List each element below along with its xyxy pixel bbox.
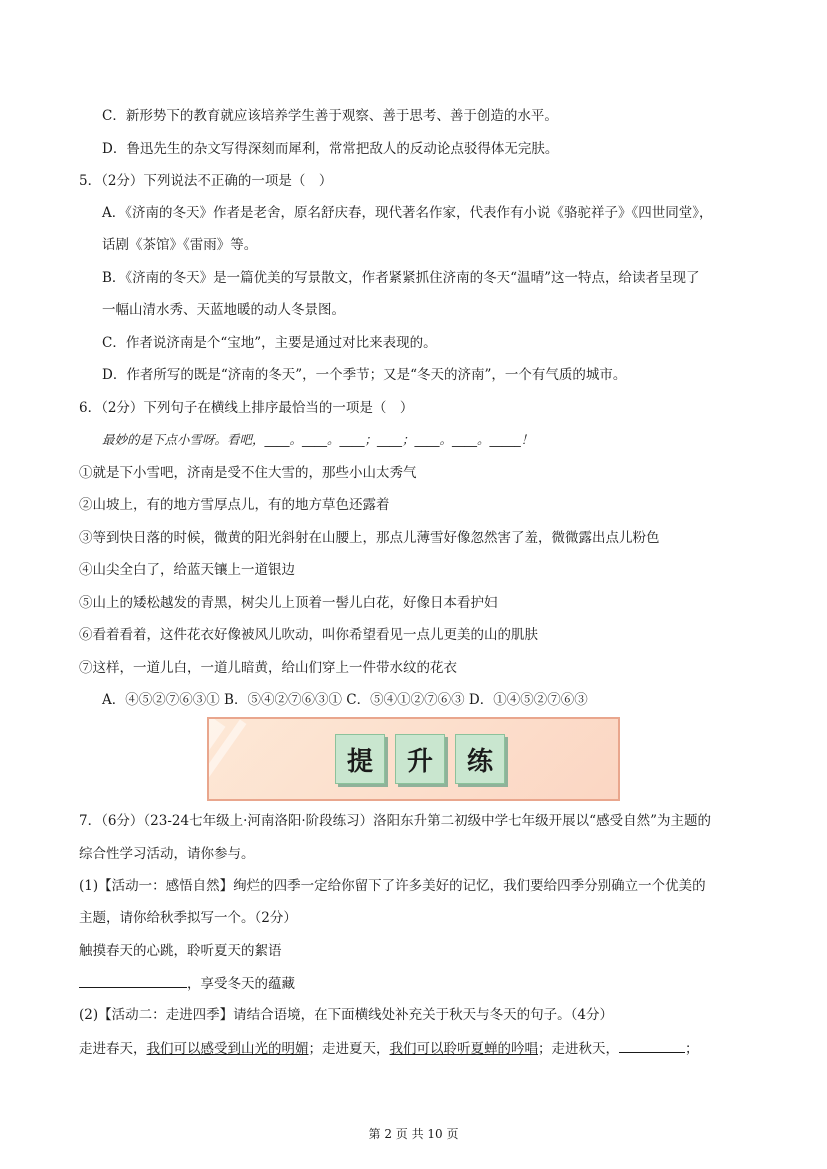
banner-char: 练 <box>455 734 505 784</box>
q7-part1-line2: 主题，请你给秋季拟写一个。（2分） <box>79 910 297 926</box>
q6-item-3: ③等到快日落的时候，微黄的阳光斜射在山腰上，那点儿薄雪好像忽然害了羞，微微露出点儿粉色 <box>79 530 660 546</box>
q4-option-d: D．鲁迅先生的杂文写得深刻而犀利，常常把敌人的反动论点驳得体无完肤。 <box>102 141 559 157</box>
q6-item-4: ④山尖全白了，给蓝天镶上一道银边 <box>79 562 295 578</box>
q7-part1-spring: 触摸春天的心跳，聆听夏天的絮语 <box>79 943 282 959</box>
q6-item-5: ⑤山上的矮松越发的青黑，树尖儿上顶着一髻儿白花，好像日本看护妇 <box>79 595 498 611</box>
q5-option-c: C．作者说济南是个“宝地”，主要是通过对比来表现的。 <box>102 335 437 351</box>
q5-option-d: D．作者所写的既是“济南的冬天”，一个季节；又是“冬天的济南”，一个有气质的城市。 <box>102 367 627 383</box>
q6-item-7: ⑦这样，一道儿白，一道儿暗黄，给山们穿上一件带水纹的花衣 <box>79 660 457 676</box>
banner-title <box>335 734 505 784</box>
q7-part1-winter: ，享受冬天的蕴藏 <box>187 976 295 992</box>
q7-part2-spring-example: 我们可以感受到山光的明媚 <box>146 1041 309 1057</box>
q6-item-1: ①就是下小雪吧，济南是受不住大雪的，那些小山太秀气 <box>79 465 417 481</box>
q7-part2-text: ；走进夏天， <box>308 1041 390 1057</box>
q7-part2-line <box>79 1038 699 1059</box>
banner-char: 升 <box>395 734 445 784</box>
q5-option-a-line1: A．《济南的冬天》作者是老舍，原名舒庆春，现代著名作家，代表作有小说《骆驼祥子》《四世同堂》， <box>102 205 713 221</box>
q6-item-6: ⑥看着看着，这件花衣好像被风儿吹动，叫你希望看见一点儿更美的山的肌肤 <box>79 627 538 643</box>
answer-blank[interactable] <box>619 1038 685 1053</box>
q6-item-2: ②山坡上，有的地方雪厚点儿，有的地方草色还露着 <box>79 497 390 513</box>
q7-part2-summer-example: 我们可以聆听夏蝉的吟唱 <box>389 1041 538 1057</box>
q5-option-a-line2: 话剧《茶馆》《雷雨》等。 <box>102 237 258 253</box>
q7-part2-stem: (2)【活动二：走进四季】请结合语境，在下面横线处补充关于秋天与冬天的句子。（4分） <box>79 1007 613 1023</box>
q4-option-c: C．新形势下的教育就应该培养学生善于观察、善于思考、善于创造的水平。 <box>102 108 558 124</box>
q6-stem: 6．（2分）下列句子在横线上排序最恰当的一项是（ ） <box>79 400 414 416</box>
page-footer: 第 2 页 共 10 页 <box>368 1127 459 1141</box>
q5-option-b-line2: 一幅山清水秀、天蓝地暖的动人冬景图。 <box>102 302 345 318</box>
section-banner <box>207 717 620 801</box>
q7-stem-line1: 7．（6分）（23-24七年级上·河南洛阳·阶段练习）洛阳东升第二初级中学七年级开展以“感受自然”为主题的 <box>79 813 711 829</box>
q7-stem-line2: 综合性学习活动，请你参与。 <box>79 846 255 862</box>
q6-sentence: 最妙的是下点小雪呀。看吧，____。____。____；____；____。____。_____！ <box>102 432 534 447</box>
answer-blank[interactable] <box>79 973 187 988</box>
q7-part2-text: ； <box>685 1041 699 1057</box>
banner-char: 提 <box>335 734 385 784</box>
q5-option-b-line1: B．《济南的冬天》是一篇优美的写景散文，作者紧紧抓住济南的冬天“温晴”这一特点，给读者呈现了 <box>102 270 700 286</box>
q5-stem: 5．（2分）下列说法不正确的一项是（ ） <box>79 173 333 189</box>
q7-part1-answer-line <box>79 973 295 994</box>
q7-part2-text: 走进春天， <box>79 1041 147 1057</box>
q7-part2-text: ；走进秋天， <box>538 1041 619 1057</box>
q7-part1-line1: (1)【活动一：感悟自然】绚烂的四季一定给你留下了许多美好的记忆，我们要给四季分别确立一个优美的 <box>79 878 706 894</box>
q6-options: A．④⑤②⑦⑥③① B．⑤④②⑦⑥③① C．⑤④①②⑦⑥③ D．①④⑤②⑦⑥③ <box>102 692 588 708</box>
